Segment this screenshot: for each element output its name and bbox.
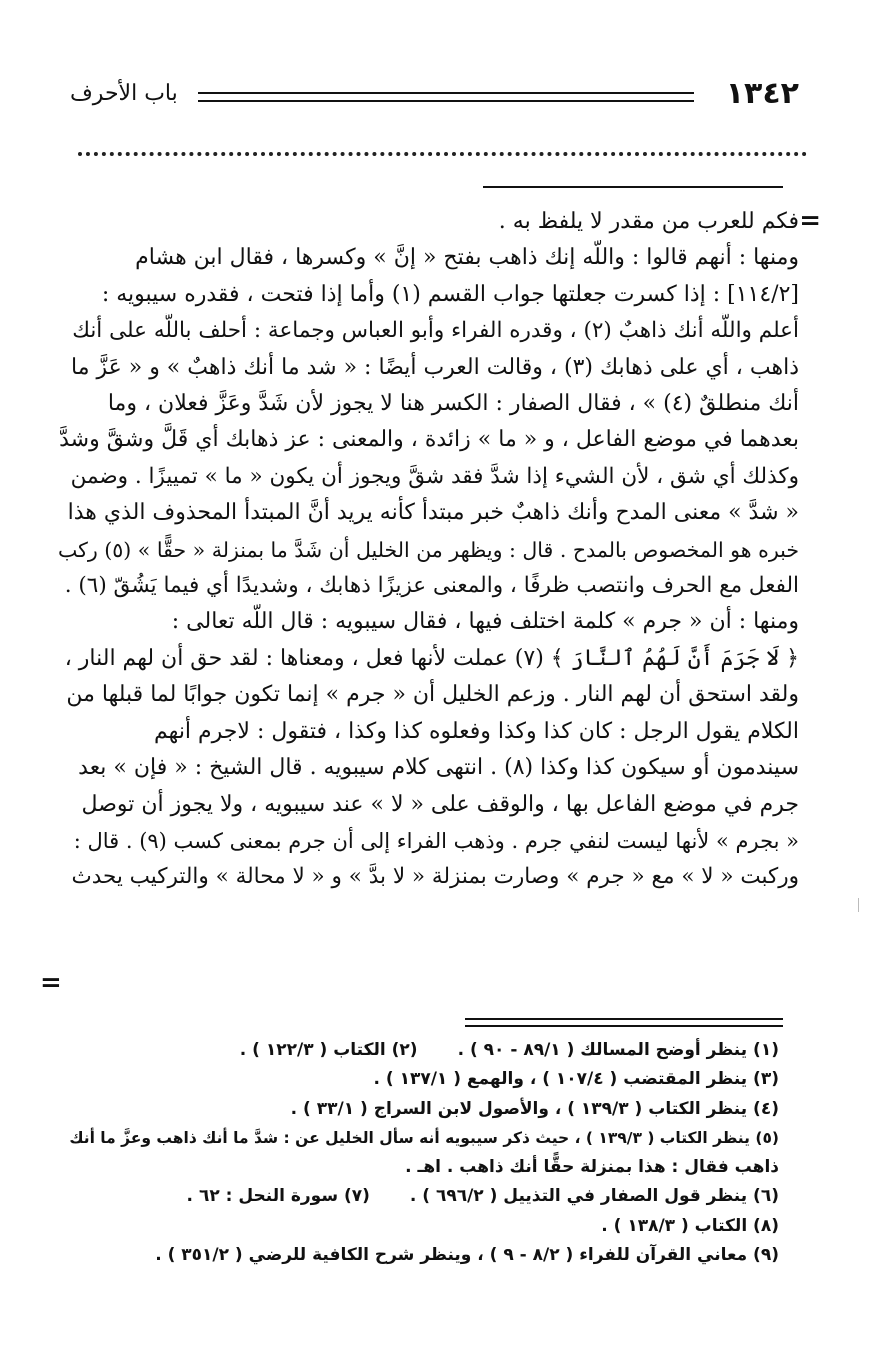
- footnote-5: (٥) ينظر الكتاب ( ١٣٩/٣ ) ، حيث ذكر سيبويه أنه سأل الخليل عن : شدَّ ما أنك ذاهب وعزَّ ما أنك: [69, 1128, 779, 1147]
- continuation-rule: [483, 186, 783, 188]
- text-line: سيندمون أو سيكون كذا وكذا (٨) . انتهى كلام سيبويه . قال الشيخ : « فإن » بعد: [78, 755, 799, 781]
- continuation-mark-start: =: [799, 206, 821, 236]
- chapter-title: باب الأحرف: [70, 81, 178, 106]
- footnote-9: (٩) معاني القرآن للفراء ( ٨/٢ - ٩ ) ، وينظر شرح الكافية للرضي ( ٣٥١/٢ ) .: [155, 1245, 779, 1266]
- footnote-line: [60, 1036, 779, 1065]
- page-number: ١٣٤٢: [725, 76, 799, 111]
- dotted-separator: [78, 152, 807, 156]
- footnotes: [60, 1036, 779, 1270]
- text-line: « شدَّ » معنى المدح وأنك ذاهبٌ خبر مبتدأ كأنه يريد أنَّ المبتدأ المحذوف الذي هذا: [67, 500, 799, 526]
- margin-mark: [858, 898, 859, 912]
- footnote-line: [60, 1182, 779, 1211]
- continuation-mark-end: =: [40, 968, 62, 998]
- header-double-rule: [198, 92, 694, 102]
- footnote-separator: [465, 1018, 783, 1027]
- text-line: « بجرم » لأنها ليست لنفي جرم . وذهب الفراء إلى أن جرم بمعنى كسب (٩) . قال :: [73, 828, 799, 853]
- text-line: الكلام يقول الرجل : كان كذا وكذا وفعلوه كذا وكذا ، فتقول : لاجرم أنهم: [154, 718, 799, 744]
- footnote-3: (٣) ينظر المقتضب ( ١٠٧/٤ ) ، والهمع ( ١٣٧/١ ) .: [373, 1069, 779, 1090]
- footnote-2: (٢) الكتاب ( ١٢٢/٣ ) .: [239, 1040, 418, 1060]
- footnote-8: (٨) الكتاب ( ١٣٨/٣ ) .: [601, 1215, 779, 1236]
- text-line: فكم للعرب من مقدر لا يلفظ به .: [498, 209, 799, 234]
- footnote-5-cont: ذاهب فقال : هذا بمنزلة حقًّا أنك ذاهب . اهـ .: [405, 1157, 779, 1178]
- main-text: [58, 204, 799, 896]
- footnote-7: (٧) سورة النحل : ٦٢ .: [186, 1186, 370, 1207]
- text-line: أعلم واللَّه أنك ذاهبٌ (٢) ، وقدره الفراء وأبو العباس وجماعة : أحلف باللَّه على أنك: [72, 318, 799, 344]
- text-line: وكذلك أي شق ، لأن الشيء إذا شدَّ فقد شقَّ ويجوز أن يكون « ما » تمييزًا . وضمن: [70, 463, 799, 489]
- footnote-4: (٤) ينظر الكتاب ( ١٣٩/٣ ) ، والأصول لابن السراج ( ٣٣/١ ) .: [290, 1098, 779, 1119]
- text-line: جرم في موضع الفاعل بها ، والوقف على « لا » عند سيبويه ، ولا يجوز أن توصل: [81, 791, 799, 817]
- footnote-6: (٦) ينظر قول الصفار في التذييل ( ٦٩٦/٢ ) .: [409, 1186, 779, 1207]
- text-line: [١١٤/٢] : إذا كسرت جعلتها جواب القسم (١) وأما إذا فتحت ، فقدره سيبويه :: [101, 281, 799, 307]
- text-line: خبره هو المخصوص بالمدح . قال : ويظهر من الخليل أن شَدَّ ما بمنزلة « حقًّا » (٥) ركب: [58, 537, 799, 562]
- text-line: أنك منطلقٌ (٤) » ، فقال الصفار : الكسر هنا لا يجوز لأن شَدَّ وعَزَّ فعلان ، وما: [107, 391, 799, 417]
- text-line: ﴿ لَا جَرَمَ أَنَّ لَهُمُ ٱلنَّارَ ﴾ (٧) عملت لأنها فعل ، ومعناها : لقد حق أن لهم النار ،: [64, 645, 799, 671]
- text-line: ومنها : أنهم قالوا : واللَّه إنك ذاهب بفتح « إنَّ » وكسرها ، فقال ابن هشام: [135, 245, 799, 271]
- text-line: ومنها : أن « جرم » كلمة اختلف فيها ، فقال سيبويه : قال اللَّه تعالى :: [171, 609, 799, 635]
- text-line: بعدهما في موضع الفاعل ، و « ما » زائدة ، والمعنى : عز ذهابك أي قَلَّ وشقَّ وشدَّ: [59, 427, 799, 453]
- text-line: ولقد استحق أن لهم النار . وزعم الخليل أن « جرم » إنما تكون جوابًا لما قبلها من: [66, 682, 799, 708]
- text-line: ذاهب ، أي على ذهابك (٣) ، وقالت العرب أيضًا : « شد ما أنك ذاهبٌ » و « عَزَّ ما: [71, 354, 799, 380]
- text-line: الفعل مع الحرف وانتصب ظرفًا ، والمعنى عزيزًا ذهابك ، وشديدًا أي فيما يَشُقّ (٦) .: [64, 573, 799, 599]
- text-line: وركبت « لا » مع « جرم » وصارت بمنزلة « لا بدَّ » و « لا محالة » والتركيب يحدث: [71, 864, 799, 890]
- page-header: [70, 74, 799, 114]
- footnote-1: (١) ينظر أوضح المسالك ( ٨٩/١ - ٩٠ ) .: [457, 1040, 779, 1060]
